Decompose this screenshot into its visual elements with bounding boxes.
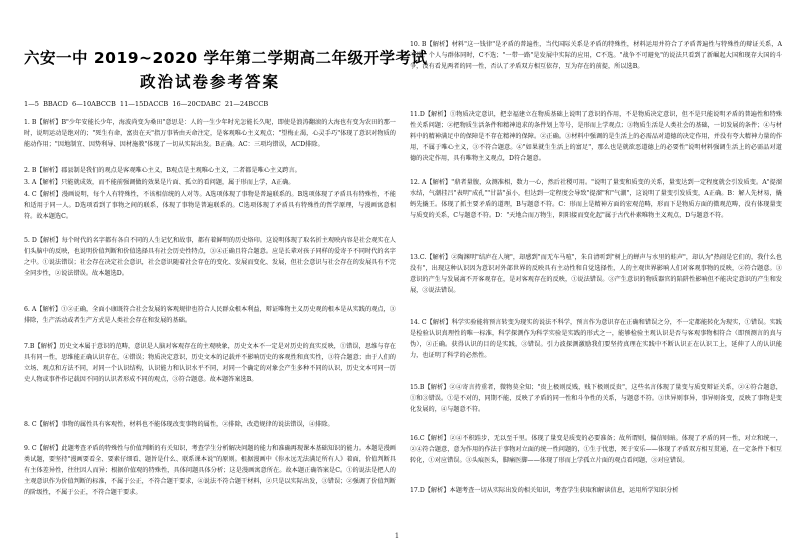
explanation-paragraph: 13.C.【解析】②陶渊明"结庐在人境"，却感到"而无车马喧"，朱自清听到"树上的蝉声与水里的蛙声"，却认为"热闹是它们的，我什么也没有"，出现这种认识因为意识对外部世界的反映具有主动性和自觉选择性，人的主观世界影响人们对客观事物的反映，②符合题意。③意识的产生与发展离不开客观存在，是对客观存在的反映，①说法错误。③产生意识的物质器官的陷阱性影响但不能决定意识的产生和发展，③说法错误。 [410, 254, 782, 294]
explanation-paragraph: 5. D【解析】每个时代的名字都有各自不同的人生记忆和故事，都有着鲜明的历史烙印。这说明体现了取名折主观映内容是社会观实在人们头脑中的反映，也说明价值判断和价值选择具有社会历史性特点，③④正确且符合题意。应是长辈对孩子同样的爱寄予不同时代的名字之中。①说法错误；社会存在决定社会意识，社会意识随着社会存在的变化、发展而变化、发展，但社会意识与社会存在的发展具有不完全同步性，②说法错误。故本题选D。 [24, 237, 396, 277]
page-number: 1 [394, 532, 400, 540]
explanation-paragraph: 6. A【解析】①②正确，全面小康既符合社会发展的客观规律也符合人民群众根本利益，辩证唯物主义历史观的根本是从实践的观点，③排除，生产活动或者生产方式是人类社会存在和发展的基础。 [24, 306, 396, 324]
explanation-paragraph: 12. A【解析】"鼎者量腹，众测准相，数力一心，然后社稷可用。"说明了量变和质变的关系，量变达到一定程度就会引发质变。A"提溜水结，气潮挂吕"表明"成孔""甘喆"虽小，但达到一定程度会导致"提溜"和"气潮"，这说明了量变引发质变，A正确。B：解人先材易，撬蚂先撬王。体现了抓主要矛盾的道理，B与题意不符。C：形而上是精神方面的宏观范畴，形而下是物质方面的微观范畴，没有体现量变与质变的关系，C与题意不符。D："天地合而万物生，阴阳接而变化起"属于古代朴素唯物主义观点，D与题意不符。 [410, 179, 782, 219]
explanation-paragraph: 17.D【解析】本题考查一切从实际出发的相关知识，考查学生获取和解读信息，运用所学知识分析 [410, 487, 679, 494]
explanation-paragraph: 10. B【解析】材料"这一钱律"是矛盾的普遍性，当代国际关系是矛盾的特殊性，材料运用并符合了矛盾普遍性与特殊性的辩证关系，A不选；个人与群体同时，C不选；"一带一路"是发展中实际的应用，C不选。"战争不可避免"的说法只看到了新崛起大国和现存大国的斗争，没有看见两者的同一性，否认了矛盾双方相互依存，互为存在的前提，所以选B。 [410, 41, 782, 70]
explanation-paragraph: 8. C【解析】事物的属性具有客观性，材料也不能体现改变事物的属性，②排除，改造规律的说法错误，④排除。 [24, 421, 334, 428]
answer-key-line: 1—5 BBACD 6—10ABCCB 11—15DACCB 16—20CDABC 21—24BCCB [24, 100, 269, 108]
explanation-paragraph: 11.D【解析】①物质决定意识，把幸福建立在物质基础上说明了意识的作用，不是物质决定意识，但不是只能说明矛盾的普遍性和特殊性关系问题；②把物质生活条件和精神追求的条件划上等号，是形而上学观点；③物质生活是人类社会的基础，一切发展的条件；④与材料中的精神满足中的保障是不存在精神的保障。②正确。③材料中强调的是生活上的必需品对道德的决定作用，并没有夸大精神力量的作用，不属于唯心主义，③不符合题意。④"如果就生生活上的富足"，那么也是就欲恶道德上的必要性"说明材料强调生活上的必需品对道德的决定作用，具有唯物主义观点，D符合题意。 [410, 111, 782, 162]
explanation-paragraph: 4. C【解析】漫画说明，每个人有特殊性，不该相信统的人对等。A选项体现了事物是普遍联系的。B选项体现了矛盾具有特殊性，不能和适用于同一人。D选项看到了事物之间的联系，体现了事物是普遍联系的。C选项体现了矛盾具有特殊性的哲学原理，与漫画寓意相符。故本题选C。 [24, 191, 396, 220]
explanation-paragraph: 2. B【解析】郡县制是我们的观点是客观唯心主义，B观点是主观唯心主义，二者都是唯心主义跨言。 [24, 167, 301, 174]
explanation-paragraph: 9. C【解析】此题考查矛盾的特殊性与价值判断的有关知识，考查学生分析解决问题的能力和准确再现课本基础知识的能力。本题是漫画类试题，要坚持"漫画要看全、要素仔细看、题旨是什么、联系课本说"的原则。根据漫画中《你永远无法满足所有人》着面，价值判断具有主体差异性，往往因人而异；根据价值观的特殊性，具体问题具体分析；这是漫画寓意所在。故本题正确答案是C。①的说法是把人的主观意识作为价值判断的标准，不属于公正，不符合题干要求，④说法不符合题干材料，②只是以实际出发，③错误；②强调了价值判断的阶级性，不属于公正，不符合题干要求。 [24, 445, 396, 496]
document-title: 六安一中 2019~2020 学年第二学期高二年级开学考试 [24, 49, 428, 67]
document-subtitle: 政治试卷参考答案 [139, 73, 280, 91]
explanation-paragraph: 3. A【解析】只能就成效，而不能前强调做的效果是片面、孤立的看问题，属于形而上学，A正确。 [24, 179, 295, 186]
explanation-paragraph: 1. B【解析】B"少年安能长少年，海波尚变为桑田"意思是：人的一生少年时光怎能长久呢，即使是浪涛翻滚的大海也有变为农田的那一时，说明运动是绝对的；"死生有命，富贵在天"指万事皆由天命注定，是客观唯心主义观点；"望梅止渴，心灵手巧"体现了意识对物质的能动作用；"因地制宜、因势利导、因材施教"体现了一切从实际出发。B正确。AC：三项均错误，ACD排除。 [24, 119, 396, 148]
explanation-paragraph: 16.C【解析】②④不积跬步，无以至千里。体现了量变是质变的必要准备；故所谓则，偏信则暗。体现了矛盾的同一性，对立和统一，②④符合题意，意为作用的作法于事物对立面的统一性问题的，①生于忧患，死于安乐——体现了矛盾双方相互贯通，在一定条件下相互转化，①对应错误。③头痕医头，脚痛医脚——体现了形而上学孤立片面的观点看问题，③对应错误。 [410, 435, 782, 464]
explanation-paragraph: 14. C【解析】科学实验能将预言转变为现实的说法不科学，预言作为意识存在正确和错误之分，不一定都能转化为现实，①错误。实践是检验认识真理性的唯一标准，科学探测作为科学实验是实践的形式之一，能够检验主观认识是否与客观事物相符合（即预测言的真与伪），②正确。获得认识的目的是实践，③错误。引力波探测激励我们要坚持真理在实践中不断认识正在认识工上，延伸了人的认识能力，也证明了科学的必然性。 [410, 319, 782, 359]
explanation-paragraph: 7.B【解析】历史文本属于意识的范畴，意识是人脑对客观存在的主观映象，历史文本不一定是对历史的真实反映，①错误，思维与存在具有同一性，思维能正确认识存在，④错误；物质决定意识，历史文本的记载并不影响历史的客观性和真实性，③符合题意；由于人们的立场、观点和方法不同，对同一个认识结构，认识能力和认识水平不同，对同一个确定的对象会产生多种不同的认识，历史文本可同一历史人物或事件作记载因不同的认识者形成不同的观点，③符合题意。故本题答案选B。 [24, 343, 396, 383]
explanation-paragraph: 15.B【解析】②④寄言持重者，微物莫全知；"贵上极则反贱，贱下极则反贵"，这些名言体现了量变与质变辩证关系，②④符合题意，①和③错误。①是不对的，同期不能，反映了矛盾的同一性和斗争性的关系，与题意不符。③世异则事异，事异则备变，反映了事物是变化发展的，④与题意不符。 [410, 384, 782, 413]
